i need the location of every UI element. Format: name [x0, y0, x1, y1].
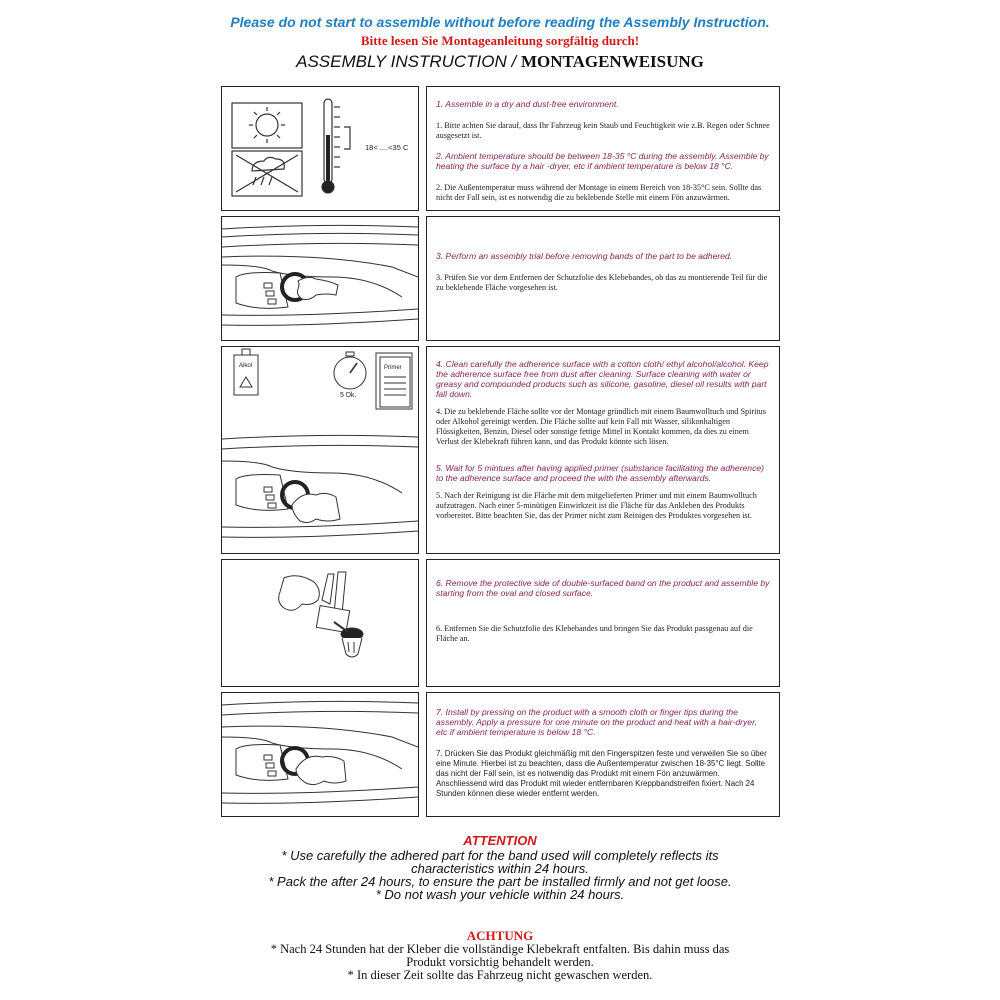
step45-text-box: [426, 346, 780, 554]
attention-line-4: * Do not wash your vehicle within 24 hours.: [375, 887, 625, 902]
step3-english: 3. Perform an assembly trial before removing bands of the part to be adhered.: [436, 251, 733, 261]
step1-illustration: [221, 86, 419, 211]
primer-label: Primer: [384, 365, 402, 371]
step6-text-box: [426, 559, 780, 687]
alcohol-bottle-icon: [234, 349, 258, 395]
page-title: [0, 52, 1000, 72]
timer-icon: [334, 352, 366, 399]
step6-english: 6. Remove the protective side of double-surfaced band on the product and assemble by starting from the oval and closed surface.: [436, 578, 770, 598]
hand-icon: [298, 277, 339, 299]
step6-drawing: [222, 560, 418, 686]
attention-heading: ATTENTION: [463, 833, 537, 848]
primer-document-icon: [376, 353, 412, 409]
step1-german: 1. Bitte achten Sie darauf, dass Ihr Fahrzeug kein Staub und Feuchtigkeit wie z.B. Regen oder Schnee ausgesetzt ist.: [436, 121, 770, 140]
step3-illustration: [221, 216, 419, 341]
step7-drawing: [222, 693, 418, 816]
step45-drawing: [222, 347, 418, 553]
step1-drawing: [222, 87, 418, 210]
achtung-line-3: * In dieser Zeit sollte das Fahrzeug nicht gewaschen werden.: [347, 968, 653, 982]
warning-german: Bitte lesen Sie Montageanleitung sorgfältig durch!: [360, 33, 640, 48]
cloth-hand-icon: [292, 493, 340, 522]
attention-line-3: * Pack the after 24 hours, to ensure the part be installed firmly and not get loose.: [268, 874, 732, 889]
timer-label: 5 Dk.: [340, 392, 357, 399]
step3-german: 3. Prüfen Sie vor dem Entfernen der Schutzfolie des Klebebandes, ob das zu montierende Teil für die zu beklebende Fläche vorgesehen ist.: [436, 273, 768, 292]
step7-illustration: [221, 692, 419, 817]
step5-english: 5. Wait for 5 mintues after having applied primer (substance facilitating the adherence) to the adherence surface and proceed the with the assembly afterwards.: [436, 463, 765, 483]
step6-german: 6. Entfernen Sie die Schutzfolie des Klebebandes und bringen Sie das Produkt passgenau auf die Fläche an.: [436, 624, 753, 643]
step7-text-box: [426, 692, 780, 817]
step4-german: 4. Die zu beklebende Fläche sollte vor der Montage gründlich mit einem Baumwolltuch und Spiritus oder Alkohol gereinigt werden. Die Fläche sollte auf kein Fall mit Wasser, silikonhaltigen Flüssigkeiten, Benzin, Diesel oder sonstige fettige Mittel in Kontakt kommen, da dies zu einem Verlust der Klebekraft führen kann, und das Produkt könnte sich lösen.: [436, 407, 766, 446]
warning-english: Please do not start to assemble without before reading the Assembly Instruction.: [230, 14, 770, 30]
attention-line-1: * Use carefully the adhered part for the band used will completely reflects its: [281, 848, 719, 863]
step7-german: 7. Drücken Sie das Produkt gleichmäßig mit den Fingerspitzen feste und verweilen Sie so über eine Minute. Hierbei ist zu beachten, dass die Außentemperatur zwischen 18-35°C liegt. Sollte das nicht der Fall sein, ist es notwendig das Produkt mit einem Fön anzuwärmen. Anschliessend wird das Produkt mit wieder entfernbaren Kreppbandstreifen fixiert. Nach 24 Stunden können diese wieder entfernt werden.: [436, 749, 767, 798]
step5-german: 5. Nach der Reinigung ist die Fläche mit dem mitgelieferten Primer und mit einem Baumwolltuch aufzutragen. Nach einer 5-minütigen Einwirkzeit ist die Fläche für das Ankleben des Produkts vorbereitet. Bitte beachten Sie, das der Primer nicht zum Reinigen des Produktes vorgesehen ist.: [436, 491, 757, 520]
step2-english: 2. Ambient temperature should be between 18-35 °C during the assembly. Assemble by heating the surface by a hair -dryer, etc if ambient temperature is below 18 °C.: [436, 151, 769, 171]
thermometer-icon: [322, 99, 350, 193]
title-german: MONTAGENWEISUNG: [520, 52, 704, 71]
step7-english: 7. Install by pressing on the product with a smooth cloth or finger tips during the assembly. Apply a pressure for one minute on the product and heat with a hair-dryer, etc if ambient temperature is below 18 °C.: [436, 707, 757, 737]
temperature-label: 18< ....<35 C: [365, 143, 409, 152]
achtung-line-2: Produkt vorsichtig behandelt werden.: [406, 955, 594, 969]
title-english: ASSEMBLY INSTRUCTION /: [296, 52, 521, 71]
alcohol-label: Alkol: [239, 363, 253, 369]
step45-illustration: [221, 346, 419, 554]
step2-german: 2. Die Außentemperatur muss während der Montage in einem Bereich von 18-35°C sein. Sollte das nicht der Fall sein, ist es notwendig die zu beklebende Stelle mit einem Fön anzuwärmen.: [436, 183, 762, 202]
step6-illustration: [221, 559, 419, 687]
attention-line-2: characteristics within 24 hours.: [411, 861, 589, 876]
achtung-heading: ACHTUNG: [466, 928, 534, 943]
step4-english: 4. Clean carefully the adherence surface with a cotton cloth/ ethyl alcohol/alcohol. Keep the adherence surface free from dust after cleaning. Surface cleaning with water or greasy and compounded products such as silicone, gasoline, diesel oil results with part fall down.: [436, 359, 769, 399]
step1-text-box: [426, 86, 780, 211]
step3-drawing: [222, 217, 418, 340]
achtung-line-1: * Nach 24 Stunden hat der Kleber die vollständige Klebekraft entfalten. Bis dahin muss das: [270, 942, 730, 956]
step1-english: 1. Assemble in a dry and dust-free environment.: [436, 99, 619, 109]
step3-text-box: [426, 216, 780, 341]
pressing-hand-icon: [296, 756, 346, 784]
